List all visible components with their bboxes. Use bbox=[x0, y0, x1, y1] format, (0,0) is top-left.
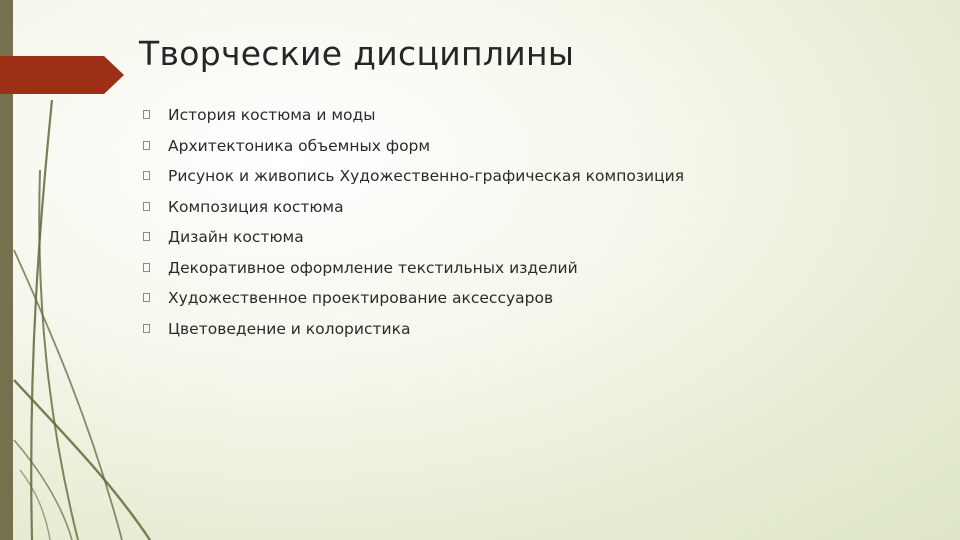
list-item-label: Рисунок и живопись Художественно-графическая композиция bbox=[168, 167, 685, 185]
list-item bbox=[143, 165, 684, 196]
square-bullet-icon bbox=[143, 263, 150, 272]
slide-title: Творческие дисциплины bbox=[139, 34, 575, 73]
list-item bbox=[143, 196, 684, 227]
square-bullet-icon bbox=[143, 141, 150, 150]
list-item-label: Декоративное оформление текстильных изделий bbox=[168, 258, 578, 277]
square-bullet-icon bbox=[143, 232, 150, 241]
list-item bbox=[143, 287, 684, 318]
list-item-label: Дизайн костюма bbox=[168, 228, 304, 246]
list-item bbox=[143, 104, 684, 135]
list-item bbox=[143, 226, 684, 257]
list-item-label: История костюма и моды bbox=[168, 106, 376, 124]
square-bullet-icon bbox=[143, 293, 150, 302]
list-item-label: Архитектоника объемных форм bbox=[168, 136, 431, 155]
square-bullet-icon bbox=[143, 171, 150, 180]
list-item-label: Цветоведение и колористика bbox=[168, 319, 411, 338]
list-item-label: Композиция костюма bbox=[168, 197, 344, 216]
square-bullet-icon bbox=[143, 110, 150, 119]
title-accent-tab bbox=[0, 56, 124, 94]
list-item bbox=[143, 318, 684, 349]
square-bullet-icon bbox=[143, 324, 150, 333]
list-item bbox=[143, 257, 684, 288]
square-bullet-icon bbox=[143, 202, 150, 211]
list-item bbox=[143, 135, 684, 166]
list-item-label: Художественное проектирование аксессуаров bbox=[168, 289, 554, 307]
discipline-list bbox=[143, 104, 684, 348]
